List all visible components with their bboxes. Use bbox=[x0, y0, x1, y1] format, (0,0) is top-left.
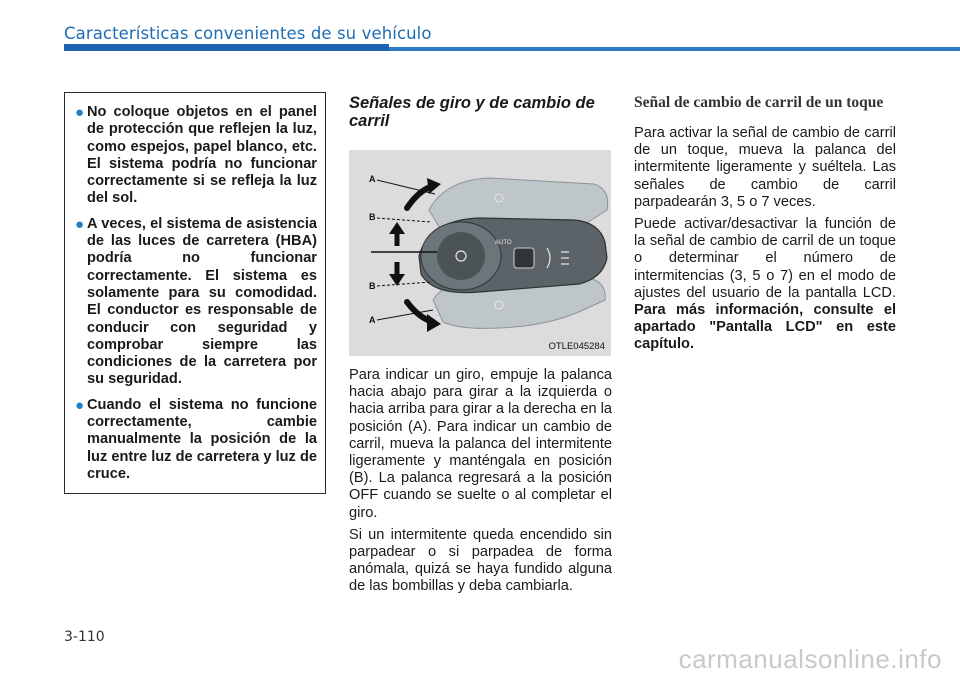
bullet-icon: ● bbox=[75, 215, 85, 233]
stalk-illustration bbox=[349, 150, 611, 356]
label-a-top: A bbox=[369, 174, 376, 184]
notice-item: ● A veces, el sistema de asistencia de las luces de carretera (HBA) podría no funcionar correctamente. El sistema es solamente para su comodidad. El conductor es responsable de conducir con seguridad y comprobar siempre las condiciones de la carretera por su seguridad. bbox=[75, 215, 317, 388]
turn-signal-heading: Señales de giro y de cambio de carril bbox=[349, 94, 595, 130]
lane-change-reference: Para más información, consulte el apartado "Pantalla LCD" en este capítulo. bbox=[634, 302, 896, 353]
lane-change-heading: Señal de cambio de carril de un toque bbox=[634, 94, 884, 111]
bullet-icon: ● bbox=[75, 396, 85, 414]
notice-box bbox=[64, 92, 326, 494]
header-rule-cap bbox=[64, 44, 389, 51]
watermark: carmanualsonline.info bbox=[678, 644, 942, 674]
turn-signal-paragraph: Si un intermitente queda encendido sin parpadear o si parpadea de forma anómala, quizá se haya fundido alguna de las bombillas y deba cambiarla. bbox=[349, 526, 612, 595]
lane-change-text: Puede activar/desactivar la función de la señal de cambio de carril de un toque o determinar el número de intermitencias (3, 5 o 7) en el modo de ajustes del usuario de la pantalla LCD. bbox=[634, 216, 896, 301]
page-number: 3-110 bbox=[64, 629, 105, 645]
auto-label: AUTO bbox=[495, 240, 512, 246]
bullet-icon: ● bbox=[75, 104, 85, 121]
turn-signal-column bbox=[349, 94, 612, 601]
lane-change-paragraph bbox=[634, 216, 896, 354]
lane-change-paragraph: Para activar la señal de cambio de carril de un toque, mueva la palanca del intermitente ligeramente y suéltela. Las señales de cambio de carril parpadearán 3, 5 o 7 veces. bbox=[634, 125, 896, 210]
notice-item: ● Cuando el sistema no funcione correctamente, cambie manualmente la posición de la luz entre luz de carretera y luz de cruce. bbox=[75, 396, 317, 482]
label-b-bottom: B bbox=[369, 281, 376, 291]
figure-code: OTLE045284 bbox=[548, 341, 605, 352]
label-b-top: B bbox=[369, 212, 376, 222]
notice-item: ● No coloque objetos en el panel de protección que reflejen la luz, como espejos, papel blanco, etc. El sistema podría no funcionar correctamente si se refleja la luz del sol. bbox=[75, 104, 317, 207]
lane-change-column bbox=[634, 94, 896, 359]
turn-signal-paragraph: Para indicar un giro, empuje la palanca hacia abajo para girar a la izquierda o hacia arriba para girar a la derecha en la posición (A). Para indicar un cambio de carril, mueva la palanca del intermitente ligeramente y manténgala en posición (B). La palanca regresará a la posición OFF cuando se suelte o al completar el giro. bbox=[349, 367, 612, 521]
section-header: Características convenientes de su vehículo bbox=[64, 24, 432, 43]
label-a-bottom: A bbox=[369, 315, 376, 325]
turn-signal-figure bbox=[349, 150, 611, 356]
